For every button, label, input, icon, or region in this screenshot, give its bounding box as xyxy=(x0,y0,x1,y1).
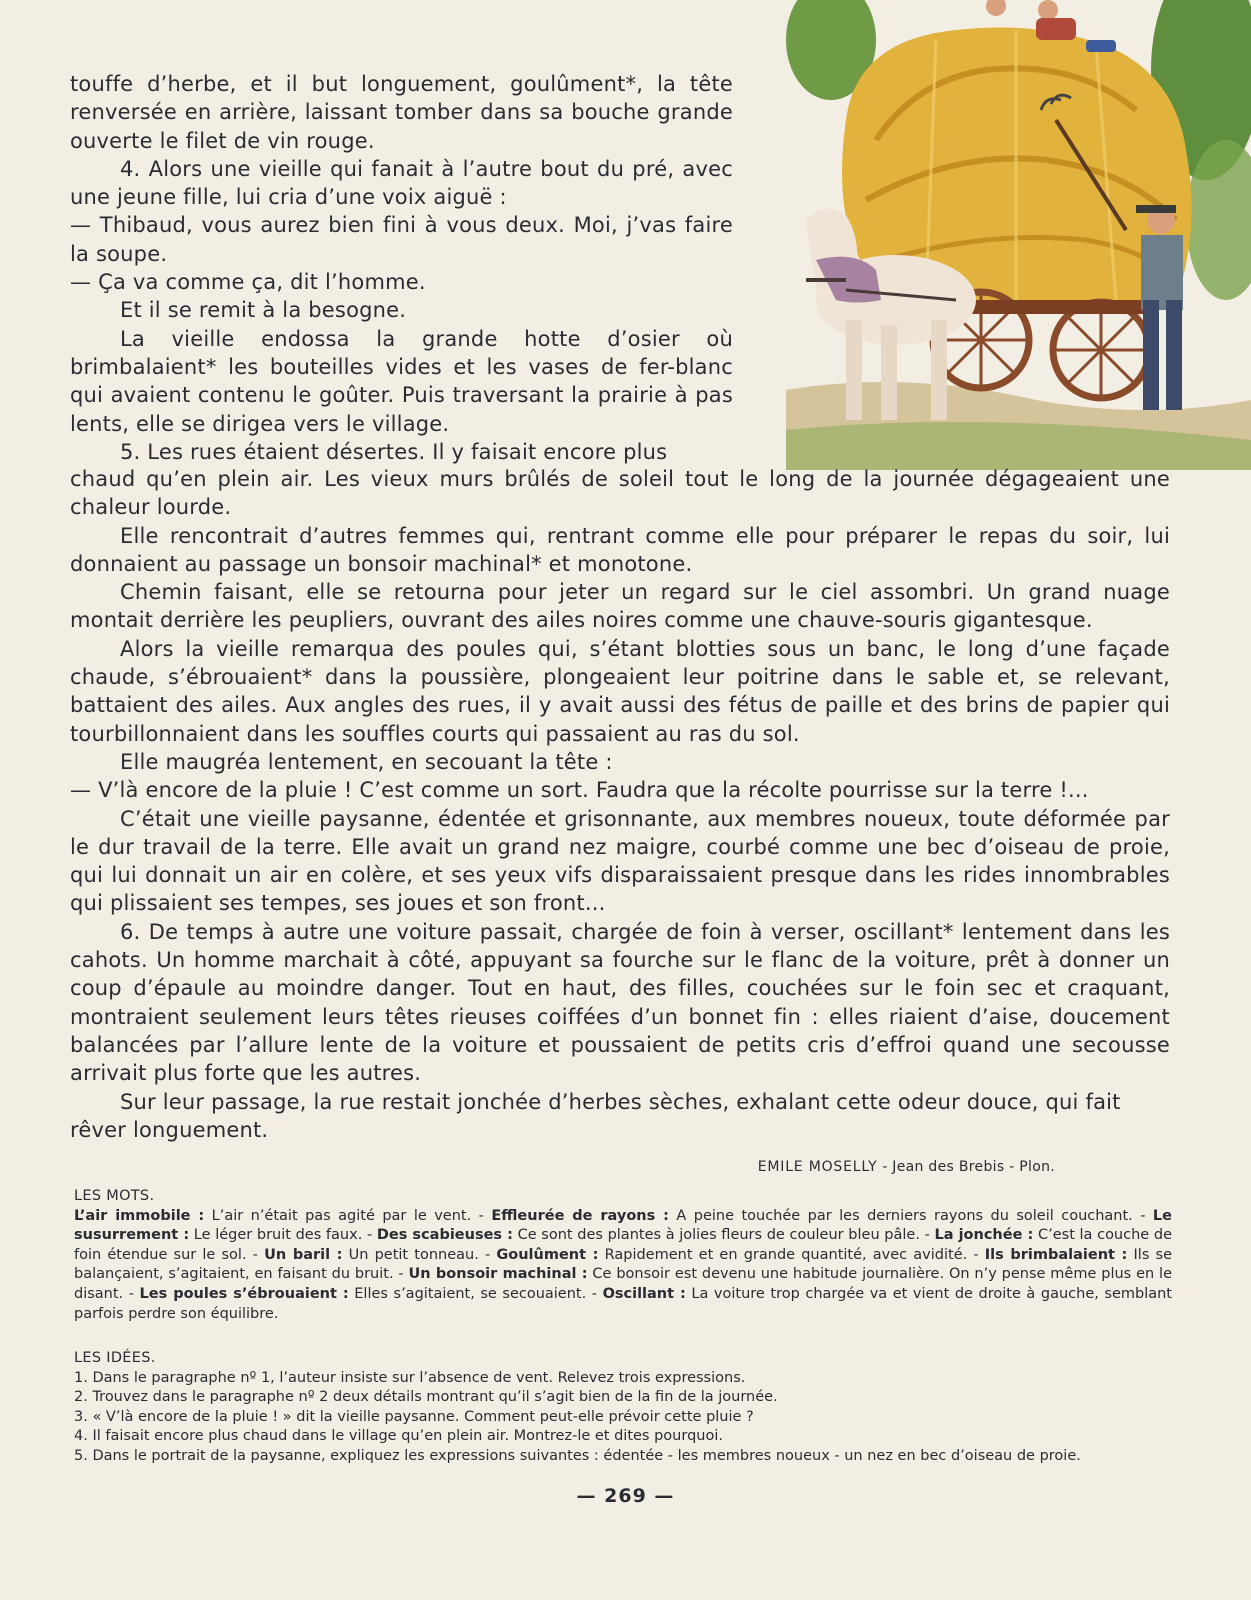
definition: Ce bonsoir est devenu une habitude journalière. On n’y pense même plus en le disant. - xyxy=(74,1266,1172,1302)
paragraph: — Thibaud, vous aurez bien fini à vous deux. Moi, j’vas faire la soupe. xyxy=(70,213,733,266)
paragraph: 4. Alors une vieille qui fanait à l’autre bout du pré, avec une jeune fille, lui cria d’une voix aiguë : xyxy=(70,156,733,210)
term: Un baril : xyxy=(264,1246,343,1263)
question-item: 5. Dans le portrait de la paysanne, expliquez les expressions suivantes : édentée - les membres noueux - un nez en bec d’oiseau de proie. xyxy=(74,1447,1081,1464)
paragraph: Alors la vieille remarqua des poules qui, s’étant blotties sous un banc, le long d’une façade chaude, s’ébrouaient* dans la poussière, plongeaient leur poitrine dans le sable et, se relevant, battaient des ailes. Aux angles des rues, il y avait aussi des fétus de paille et des brins de papier qui tourbillonnaient dans les souffles courts qui passaient au ras du sol. xyxy=(70,636,1170,746)
definition: Ce sont des plantes à jolies fleurs de couleur bleu pâle. - xyxy=(512,1227,935,1244)
paragraph: — Ça va comme ça, dit l’homme. xyxy=(70,270,426,295)
paragraph: Sur leur passage, la rue restait jonchée d’herbes sèches, exhalant cette odeur douce, qui fait rêver longuement. xyxy=(70,1089,1121,1142)
paragraph: chaud qu’en plein air. Les vieux murs brûlés de soleil tout le long de la journée dégageaient une chaleur lourde. xyxy=(70,467,1170,520)
paragraph: touffe d’herbe, et il but longuement, goulûment*, la tête renversée en arrière, laissant tomber dans sa bouche grande ouverte le filet de vin rouge. xyxy=(70,72,733,153)
term: L’air immobile : xyxy=(74,1207,205,1224)
vocabulary-entries xyxy=(74,1207,1172,1325)
term: Un bonsoir machinal : xyxy=(408,1266,588,1283)
definition: La voiture trop chargée va et vient de droite à gauche, semblant parfois perdre son équilibre. xyxy=(74,1285,1172,1322)
text-column-upper xyxy=(70,70,733,466)
definition: Ils se balançaient, s’agitaient, en faisant du bruit. - xyxy=(74,1246,1173,1283)
work-title: - Jean des Brebis - Plon. xyxy=(877,1159,1055,1175)
term: Ils brimbalaient : xyxy=(984,1246,1128,1263)
definition: A peine touchée par les derniers rayons du soleil couchant. - xyxy=(668,1207,1153,1224)
term: Le susurrement : xyxy=(74,1207,1172,1244)
source-attribution xyxy=(758,1159,1055,1175)
definition: L’air n’était pas agité par le vent. - xyxy=(204,1207,492,1224)
question-item: 3. « V’là encore de la pluie ! » dit la vieille paysanne. Comment peut-elle prévoir cette pluie ? xyxy=(74,1408,754,1425)
hay-cart-illustration xyxy=(786,0,1251,470)
paragraph: 5. Les rues étaient désertes. Il y faisait encore plus xyxy=(120,439,668,464)
paragraph: Elle rencontrait d’autres femmes qui, rentrant comme elle pour préparer le repas du soir, lui donnaient au passage un bonsoir machinal* et monotone. xyxy=(70,523,1170,576)
questions-heading: LES IDÉES. xyxy=(74,1350,156,1366)
term: Des scabieuses : xyxy=(376,1227,513,1244)
paragraph: — V’là encore de la pluie ! C’est comme un sort. Faudra que la récolte pourrisse sur la terre !... xyxy=(70,778,1089,803)
definition: C’est la couche de foin étendue sur le sol. - xyxy=(74,1227,1172,1263)
definition: Rapidement et en grande quantité, avec avidité. - xyxy=(598,1246,985,1263)
vocabulary-heading: LES MOTS. xyxy=(74,1188,155,1204)
paragraph: Chemin faisant, elle se retourna pour jeter un regard sur le ciel assombri. Un grand nuage montait derrière les peupliers, ouvrant des ailes noires comme une chauve-souris gigantesque. xyxy=(70,580,1170,633)
questions-list xyxy=(74,1369,1172,1467)
question-item: 2. Trouvez dans le paragraphe nº 2 deux détails montrant qu’il s’agit bien de la fin de la journée. xyxy=(74,1389,778,1406)
page-number: — 269 — xyxy=(576,1485,675,1507)
paragraph: Et il se remit à la besogne. xyxy=(120,298,407,323)
vocabulary-section xyxy=(74,1187,1172,1324)
paragraph: 6. De temps à autre une voiture passait, chargée de foin à verser, oscillant* lentement dans les cahots. Un homme marchait à côté, appuyant sa fourche sur le flanc de la voiture, prêt à donner un coup d’épaule au moindre danger. Tout en haut, des filles, couchées sur le foin sec et craquant, montraient seulement leurs têtes rieuses coiffées d’un bonnet fin : elles riaient d’aise, doucement balancées par l’allure lente de la voiture et poussaient de petits cris d’effroi quand une secousse arrivait plus forte que les autres. xyxy=(70,919,1170,1086)
definition: Un petit tonneau. - xyxy=(342,1246,497,1263)
term: Goulûment : xyxy=(496,1246,599,1263)
author-name: EMILE MOSELLY xyxy=(757,1159,878,1175)
text-column-lower xyxy=(70,465,1170,1144)
term: Oscillant : xyxy=(602,1285,686,1302)
definition: Le léger bruit des faux. - xyxy=(189,1227,377,1244)
question-item: 1. Dans le paragraphe nº 1, l’auteur insiste sur l’absence de vent. Relevez trois expressions. xyxy=(74,1369,746,1386)
question-item: 4. Il faisait encore plus chaud dans le village qu’en plein air. Montrez-le et dites pourquoi. xyxy=(74,1428,723,1445)
paragraph: La vieille endossa la grande hotte d’osier où brimbalaient* les bouteilles vides et les vases de fer-blanc qui avaient contenu le goûter. Puis traversant la prairie à pas lents, elle se dirigea vers le village. xyxy=(70,326,733,436)
paragraph: Elle maugréa lentement, en secouant la tête : xyxy=(120,749,613,774)
paragraph: C’était une vieille paysanne, édentée et grisonnante, aux membres noueux, toute déformée par le dur travail de la terre. Elle avait un grand nez maigre, courbé comme une bec d’oiseau de proie, qui lui donnait un air en colère, et ses yeux vifs disparaissaient presque dans les rides innombrables qui plissaient ses tempes, ses joues et son front... xyxy=(70,806,1170,916)
term: La jonchée : xyxy=(934,1227,1034,1244)
questions-section xyxy=(74,1349,1172,1467)
term: Les poules s’ébrouaient : xyxy=(139,1285,349,1302)
definition: Elles s’agitaient, se secouaient. - xyxy=(348,1285,603,1302)
term: Effleurée de rayons : xyxy=(491,1207,669,1224)
